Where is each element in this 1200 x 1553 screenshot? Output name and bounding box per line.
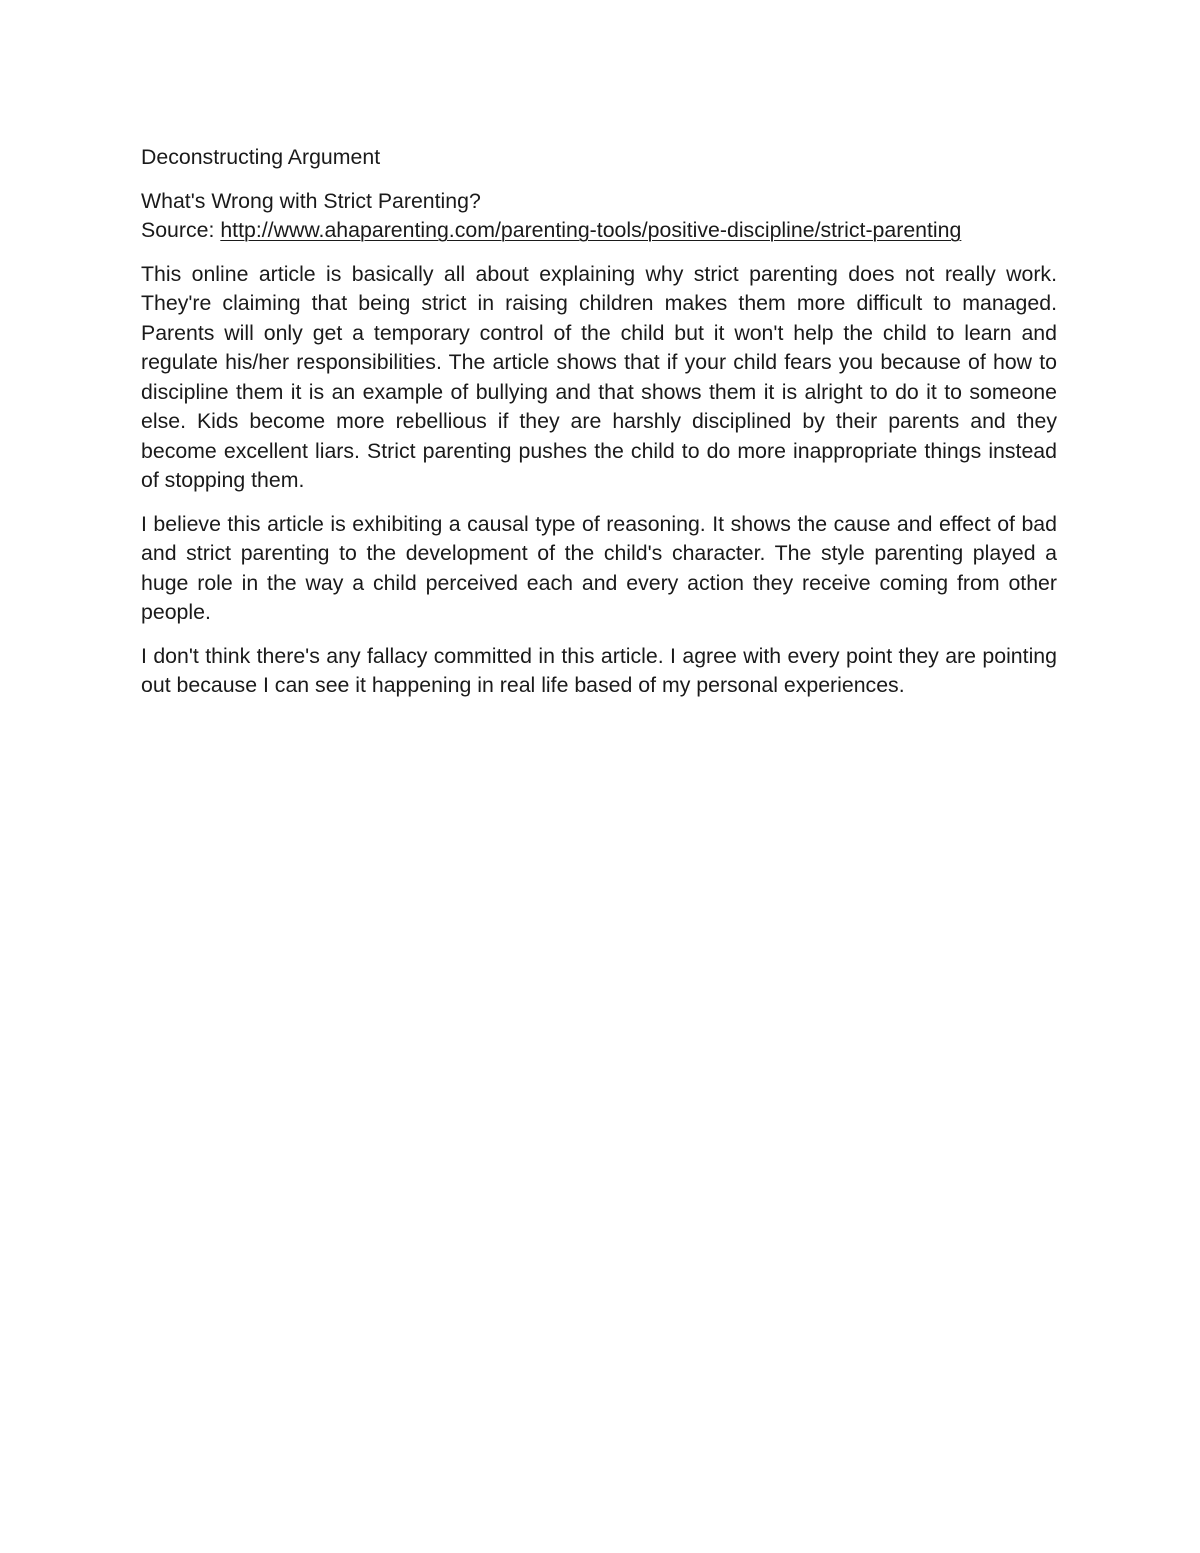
paragraph-fallacy: I don't think there's any fallacy committed in this article. I agree with every point they are pointing out because I can see it happening in real life based of my personal experiences. — [141, 643, 1057, 697]
paragraph-reasoning: I believe this article is exhibiting a causal type of reasoning. It shows the cause and effect of bad and strict parenting to the development of the child's character. The style parenting played a huge role in the way a child perceived each and every action they receive coming from other people. — [141, 511, 1057, 624]
document-heading: Deconstructing Argument — [141, 145, 381, 169]
source-link[interactable]: http://www.ahaparenting.com/parenting-tools/positive-discipline/strict-parenting — [220, 218, 962, 242]
article-title: What's Wrong with Strict Parenting? — [141, 188, 481, 213]
source-line — [141, 216, 1057, 246]
document-body — [141, 143, 1057, 715]
source-label: Source: — [141, 218, 221, 242]
paragraph-summary: This online article is basically all about explaining why strict parenting does not really work. They're claiming that being strict in raising children makes them more difficult to managed. Parents will only get a temporary control of the child but it won't help the child to learn and regulate his/her responsibilities. The article shows that if your child fears you because of how to discipline them it is an example of bullying and that shows them it is alright to do it to someone else. Kids become more rebellious if they are harshly disciplined by their parents and they become excellent liars. Strict parenting pushes the child to do more inappropriate things instead of stopping them. — [141, 261, 1057, 492]
